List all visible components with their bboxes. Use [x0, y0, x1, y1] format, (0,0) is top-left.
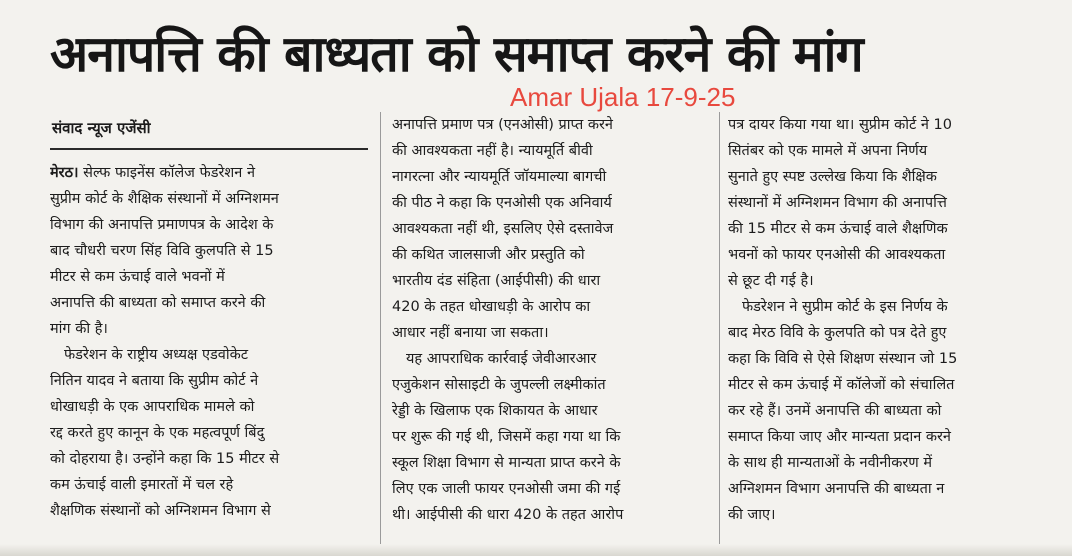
text-line: बाद मेरठ विवि के कुलपति को पत्र देते हुए: [728, 325, 947, 341]
text-line: स्कूल शिक्षा विभाग से मान्यता प्राप्त करने के: [392, 455, 621, 471]
text-line: की पीठ ने कहा कि एनओसी एक अनिवार्य: [392, 195, 612, 211]
text-line: थी। आईपीसी की धारा 420 के तहत आरोप: [392, 507, 624, 523]
article-column-2: [392, 112, 710, 528]
text-line: धोखाधड़ी के एक आपराधिक मामले को: [50, 399, 255, 415]
text-line: के साथ ही मान्यताओं के नवीनीकरण में: [728, 455, 933, 471]
dateline: मेरठ।: [50, 165, 79, 181]
text-line: अनापत्ति की बाध्यता को समाप्त करने की: [50, 295, 266, 311]
text-line: कम ऊंचाई वाली इमारतों में चल रहे: [50, 477, 234, 493]
text-line: सितंबर को एक मामले में अपना निर्णय: [728, 143, 928, 159]
text-line: शैक्षणिक संस्थानों को अग्निशमन विभाग से: [50, 503, 271, 519]
text-line: मीटर से कम ऊंचाई वाले भवनों में: [50, 269, 225, 285]
text-line: एजुकेशन सोसाइटी के जुपल्ली लक्ष्मीकांत: [392, 377, 606, 393]
text-line: लिए एक जाली फायर एनओसी जमा की गई: [392, 481, 621, 497]
article-column-1: [50, 160, 370, 524]
text-line: की आवश्यकता नहीं है। न्यायमूर्ति बीवी: [392, 143, 593, 159]
text-line: को दोहराया है। उन्होंने कहा कि 15 मीटर से: [50, 451, 280, 467]
text-line: अनापत्ति प्रमाण पत्र (एनओसी) प्राप्त करने: [392, 117, 613, 133]
text-line: की कथित जालसाजी और प्रस्तुति को: [392, 247, 585, 263]
text-line: फेडरेशन के राष्ट्रीय अध्यक्ष एडवोकेट: [64, 347, 249, 363]
text-line: भारतीय दंड संहिता (आईपीसी) की धारा: [392, 273, 601, 289]
text-line: समाप्त किया जाए और मान्यता प्रदान करने: [728, 429, 951, 445]
text-line: अग्निशमन विभाग अनापत्ति की बाध्यता न: [728, 481, 945, 497]
text-line: पत्र दायर किया गया था। सुप्रीम कोर्ट ने 10: [728, 117, 952, 133]
text-line: की जाए।: [728, 507, 776, 523]
text-line: मांग की है।: [50, 321, 108, 337]
text-line: [50, 160, 370, 186]
page-edge: [0, 544, 1072, 556]
byline: संवाद न्यूज एजेंसी: [52, 119, 151, 137]
text-line: यह आपराधिक कार्रवाई जेवीआरआर: [406, 351, 597, 367]
text-line: मीटर से कम ऊंचाई में कॉलेजों को संचालित: [728, 377, 955, 393]
text-line: रेड्डी के खिलाफ एक शिकायत के आधार: [392, 403, 598, 419]
article-headline: अनापत्ति की बाध्यता को समाप्त करने की मांग: [50, 25, 863, 83]
text-line: बाद चौधरी चरण सिंह विवि कुलपति से 15: [50, 243, 274, 259]
text-line: नितिन यादव ने बताया कि सुप्रीम कोर्ट ने: [50, 373, 259, 389]
text-line: नागरत्ना और न्यायमूर्ति जॉयमाल्या बागची: [392, 169, 607, 185]
text-line: रद्द करते हुए कानून के एक महत्वपूर्ण बिंदु: [50, 425, 265, 441]
text-line: आवश्यकता नहीं थी, इसलिए ऐसे दस्तावेज: [392, 221, 614, 237]
text-line: फेडरेशन ने सुप्रीम कोर्ट के इस निर्णय के: [742, 299, 948, 315]
text-line: विभाग की अनापत्ति प्रमाणपत्र के आदेश के: [50, 217, 274, 233]
text-line: संस्थानों में अग्निशमन विभाग की अनापत्ति: [728, 195, 947, 211]
text-line: की 15 मीटर से कम ऊंचाई वाले शैक्षणिक: [728, 221, 948, 237]
text-line: सुप्रीम कोर्ट के शैक्षिक संस्थानों में अग्निशमन: [50, 191, 279, 207]
text-line: भवनों को फायर एनओसी की आवश्यकता: [728, 247, 946, 263]
text-line-rest: सेल्फ फाइनेंस कॉलेज फेडरेशन ने: [78, 165, 255, 181]
text-line: कहा कि विवि से ऐसे शिक्षण संस्थान जो 15: [728, 351, 958, 367]
article-column-3: [728, 112, 1053, 528]
source-date-stamp: Amar Ujala 17-9-25: [510, 82, 736, 112]
byline-divider: [50, 148, 368, 150]
column-divider: [719, 112, 720, 544]
text-line: सुनाते हुए स्पष्ट उल्लेख किया कि शैक्षिक: [728, 169, 937, 185]
text-line: 420 के तहत धोखाधड़ी के आरोप का: [392, 299, 591, 315]
text-line: से छूट दी गई है।: [728, 273, 814, 289]
text-line: आधार नहीं बनाया जा सकता।: [392, 325, 549, 341]
text-line: कर रहे हैं। उनमें अनापत्ति की बाध्यता को: [728, 403, 942, 419]
column-divider: [380, 112, 381, 544]
text-line: पर शुरू की गई थी, जिसमें कहा गया था कि: [392, 429, 621, 445]
